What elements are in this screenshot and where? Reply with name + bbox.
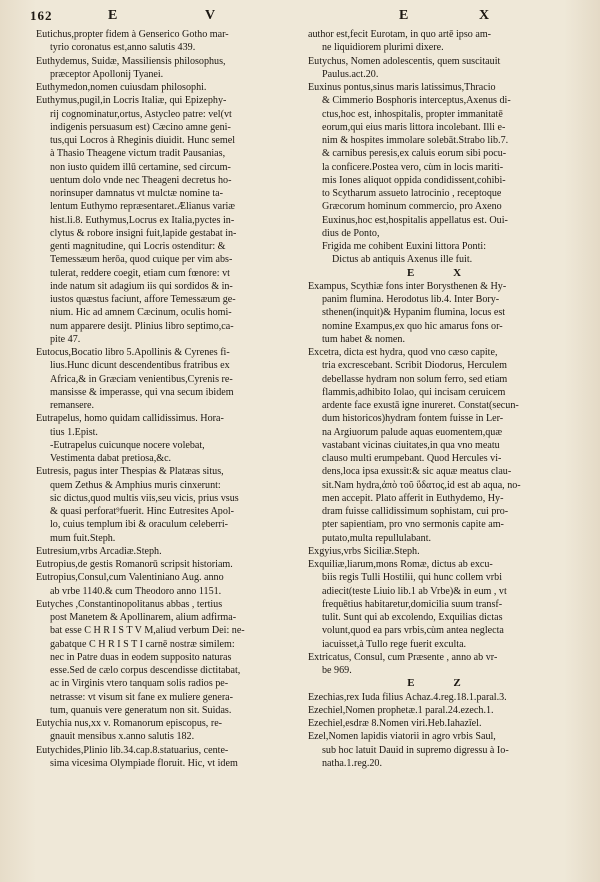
- text-line: Eutychides,Plinio lib.34.cap.8.statuarius, cente-: [36, 744, 229, 756]
- text-line: uentum dolo vnde nec Theageni decretus ho-: [50, 174, 232, 186]
- text-line: dens,loca ipsa exussit:& sic aquæ meatus clau-: [322, 466, 512, 478]
- text-line: Exgyius,vrbs Siciliæ.Steph.: [308, 545, 420, 557]
- text-line: volunt,quod ea pars vrbis,cùm antea neglecta: [322, 625, 504, 637]
- text-line: Eutropius,de gestis Romanorū scripsit historiam.: [36, 559, 233, 570]
- text-line: debellasse hydram non solum ferro, sed etiam: [322, 373, 508, 385]
- text-line: flammis,adhibito Iolao, qui incisam ceruicem: [322, 386, 506, 398]
- text-line: bat esse C H R I S T V M,aliud verbum Dei: ne-: [50, 625, 245, 637]
- right-column: [308, 28, 578, 770]
- text-line: sit.Nam hydra,ἀπὸ τοῦ ὕδατος,id est ab aqua, no-: [322, 479, 521, 491]
- text-line: remansere.: [50, 400, 94, 411]
- text-line: nim & hospites immolare solebāt.Strabo lib.7.: [322, 135, 509, 146]
- text-line: Euxinus,hoc est,hospitalis appellatus est. Oui-: [322, 214, 508, 226]
- text-line: iacuisset,à Tullo rege fuerit exculta.: [322, 638, 467, 650]
- text-line: mum fuit.Steph.: [50, 532, 116, 544]
- text-line: sub hoc latuit Dauid in supremo digressu à Io-: [322, 744, 509, 756]
- text-line: la conficere.Postea vero, cùm in locis mariti-: [322, 161, 504, 173]
- text-line: Extricatus, Consul, cum Præsente , anno ab vr-: [308, 651, 498, 663]
- text-line: Ezel,Nomen lapidis viatorii in agro vrbis Saul,: [308, 731, 496, 743]
- text-line: tum, quanuis vere generatum non sit. Suidas.: [50, 704, 232, 716]
- text-line: Eutrapelus, homo quidam callidissimus. Hora-: [36, 413, 224, 425]
- text-line: Eutresis, pagus inter Thespias & Platæas situs,: [36, 466, 224, 478]
- text-line: sthenen(inquit)& Hypanim flumina, locus est: [322, 307, 506, 319]
- header-letter-left-2: V: [205, 8, 217, 23]
- text-line: nec in Patre duas in eodem supposito naturas: [50, 651, 232, 663]
- text-line: panim flumina. Herodotus lib.4. Inter Bory-: [322, 294, 500, 305]
- section-heading: E Z: [407, 677, 479, 690]
- text-line: lo, cuius templum ibi & oraculum celeberri-: [50, 519, 228, 531]
- header-letter-right-2: X: [479, 8, 491, 23]
- text-line: clytus & robore insigni fuit,lapide gestabat in-: [50, 227, 237, 239]
- text-line: Ezechias,rex Iuda filius Achaz.4.reg.18.1.paral.3.: [308, 691, 507, 703]
- text-line: Eutychia nus,xx v. Romanorum episcopus, re-: [36, 718, 223, 729]
- text-line: tus,qui Locros à Rheginis diuidit. Hunc semel: [50, 135, 236, 146]
- text-line: & Cimmerio Bosphoris interceptus,Axenus di-: [322, 95, 511, 107]
- text-line: ctus,hoc est, inhospitalis, propter immanitatē: [322, 108, 503, 120]
- text-line: hist.li.8. Euthymus,Locrus ex Italia,pyctes in-: [50, 214, 235, 226]
- text-line: frequētius habitaretur,domicilia suum transf-: [322, 598, 503, 610]
- text-line: tulit. Sunt qui ab excolendo, Exquilias dictas: [322, 612, 503, 623]
- text-line: Euthymedon,nomen cuiusdam philosophi.: [36, 82, 207, 93]
- text-line: tyrio coronatus est,anno salutis 439.: [50, 42, 196, 54]
- running-header: [0, 8, 600, 28]
- text-line: iustos quæstus faciunt, affore Temessæum ge-: [50, 294, 236, 305]
- text-line: Vestimenta dabat pretiosa,&c.: [50, 453, 172, 464]
- text-line: dram fuisse callidissimum sophistam, cui pro-: [322, 506, 509, 517]
- header-letter-left-1: E: [108, 8, 119, 23]
- text-line: sic dictus,quod multis viis,seu vicis, prius vsus: [50, 492, 239, 504]
- text-line: num apparere desijt. Plinius libro septimo,ca-: [50, 320, 234, 332]
- text-line: ardente face exustā igne inureret. Constat(secun-: [322, 400, 519, 411]
- text-line: & quasi perforat⁹fuerit. Hinc Eutresites Apol-: [50, 506, 235, 517]
- text-line: sima vicesima Olympiade floruit. Hic, vt idem: [50, 757, 238, 769]
- text-line: clauso multi erumpebant. Quod Hercules vi-: [322, 453, 502, 464]
- text-line: esse.Sed de cælo corpus descendisse dictitabat,: [50, 665, 241, 676]
- text-line: Ezechiel,Nomen prophetæ.1 paral.24.ezech.1.: [308, 704, 494, 716]
- text-line: genti magnitudine, qui Locris ostenditur: &: [50, 241, 226, 252]
- left-column: [36, 28, 302, 770]
- text-line: be 969.: [322, 665, 352, 676]
- text-line: nium. Hic ad amnem Cæcinum, oculis homi-: [50, 307, 232, 319]
- text-line: Exampus, Scythiæ fons inter Borysthenen & Hy-: [308, 280, 507, 292]
- text-line: pter sapientiam, pro vno sermonis capite am-: [322, 519, 504, 531]
- text-line: Eutropius,Consul,cum Valentiniano Aug. anno: [36, 572, 224, 584]
- text-line: Dictus ab antiquis Axenus ille fuit.: [332, 254, 473, 266]
- text-line: mansisse & imperasse, qui vna secum ibidem: [50, 386, 234, 398]
- text-line: Africa,& in Græciam venientibus,Cyrenis re-: [50, 373, 233, 385]
- text-line: dum historicos)hydram fontem fuisse in Ler-: [322, 413, 504, 425]
- header-letter-right-1: E: [399, 8, 410, 23]
- text-line: non iusto quidem illū certamine, sed circum-: [50, 161, 231, 173]
- text-line: Excetra, dicta est hydra, quod vno cæso capite,: [308, 347, 498, 358]
- text-line: & carnibus peresis,ex caluis eorum sibi pocu-: [322, 148, 507, 160]
- text-line: tulerat, reddere coegit, etiam cum fœnore: vt: [50, 267, 230, 279]
- text-line: natha.1.reg.20.: [322, 757, 382, 769]
- text-line: lius.Hunc dicunt descendentibus fratribus ex: [50, 360, 230, 372]
- text-line: rij cognominatur,ortus, Astycleo patre: vel(vt: [50, 108, 232, 120]
- text-line: dius de Ponto,: [322, 227, 380, 239]
- text-line: Eutichus,propter fidem à Genserico Gotho mar-: [36, 29, 229, 40]
- text-line: indigenis persuasum est) Cæcino amne geni-: [50, 121, 231, 133]
- page-number: 162: [30, 8, 53, 23]
- text-line: Ezechiel,esdræ 8.Nomen viri.Heb.Iahazīel.: [308, 718, 482, 729]
- text-line: Paulus.act.20.: [322, 68, 379, 80]
- text-line: author est,fecit Eurotam, in quo artē ipso am-: [308, 29, 492, 40]
- text-line: ab vrbe 1140.& cum Theodoro anno 1151.: [50, 585, 222, 597]
- text-line: eorum,qui eius maris littora incolebant. Illi e-: [322, 121, 506, 133]
- text-line: Frigida me cohibent Euxini littora Ponti:: [322, 241, 487, 252]
- text-line: Euthymus,pugil,in Locris Italiæ, qui Epizephy-: [36, 95, 227, 107]
- text-line: tria excrescebant. Scribit Diodorus, Herculem: [322, 360, 507, 372]
- text-line: Euthydemus, Suidæ, Massiliensis philosophus,: [36, 55, 226, 67]
- text-line: ne liquidiorem plurimi dixere.: [322, 42, 444, 54]
- text-line: Eutresium,vrbs Arcadiæ.Steph.: [36, 545, 162, 557]
- section-heading: E X: [406, 266, 480, 279]
- text-line: Exquiliæ,liarum,mons Romæ, dictus ab excu-: [308, 559, 493, 570]
- text-line: Græcorum hominum commercio, pro Axeno: [322, 201, 502, 213]
- text-line: à Thasio Theagene victum tradit Pausanias,: [50, 148, 226, 160]
- text-line: præceptor Apollonij Tyanei.: [50, 68, 164, 80]
- text-line: gabatque C H R I S T I carnē nostræ similem:: [50, 638, 235, 650]
- text-line: inde natum sit adagium iis qui sordidos & in-: [50, 280, 233, 292]
- text-line: post Manetem & Apollinarem, alium adfirma-: [50, 612, 237, 623]
- text-line: lentum Euthymo repræsentaret.Ælianus variæ: [50, 201, 236, 213]
- text-line: Euxinus pontus,sinus maris latissimus,Thracio: [308, 82, 496, 93]
- text-line: to Scytharum assueto latrocinio , receptoque: [322, 188, 502, 199]
- text-line: pite 47.: [50, 333, 81, 345]
- text-line: Eutocus,Bocatio libro 5.Apollinis & Cyrenes fi-: [36, 347, 230, 358]
- text-line: Eutychus, Nomen adolescentis, quem suscitauit: [308, 55, 501, 67]
- text-line: gnauit mensibus x.anno salutis 182.: [50, 731, 195, 743]
- text-line: vastabant vicinas ciuitates,in qua vno meatu: [322, 439, 500, 451]
- text-line: Temessæum herōa, quod cuique per vim abs-: [50, 254, 233, 266]
- text-line: norinsuper damnatus vt mulctæ nomine ta-: [50, 188, 223, 199]
- text-line: ac in Virginis vtero tanquam solis radios pe-: [50, 678, 229, 690]
- text-line: na Argiuorum palude aquas euomentem,quæ: [322, 426, 503, 438]
- text-line: biis regis Tulli Hostilii, qui hunc collem vrbi: [322, 572, 503, 584]
- text-line: putato,multa repullulabant.: [322, 532, 432, 544]
- text-line: tum habet & nomen.: [322, 333, 405, 345]
- text-line: netrasse: vt visum sit fane ex muliere genera-: [50, 691, 234, 703]
- text-line: mis Iones aliquot oppida condidissent,cohibi-: [322, 174, 506, 186]
- text-line: adiecit(teste Liuio lib.1 ab Vrbe)& in eum , vt: [322, 585, 507, 597]
- text-line: -Eutrapelus cuicunque nocere volebat,: [50, 439, 205, 451]
- text-line: tius 1.Epist.: [50, 426, 98, 438]
- text-line: men accepit. Plato afferit in Euthydemo, Hy-: [322, 492, 504, 504]
- text-line: quem Zethus & Amphius muris cinxerunt:: [50, 479, 221, 491]
- text-line: nomine Exampus,ex quo hic amarus fons or-: [322, 320, 503, 332]
- text-line: Eutyches ,Constantinopolitanus abbas , tertius: [36, 598, 223, 610]
